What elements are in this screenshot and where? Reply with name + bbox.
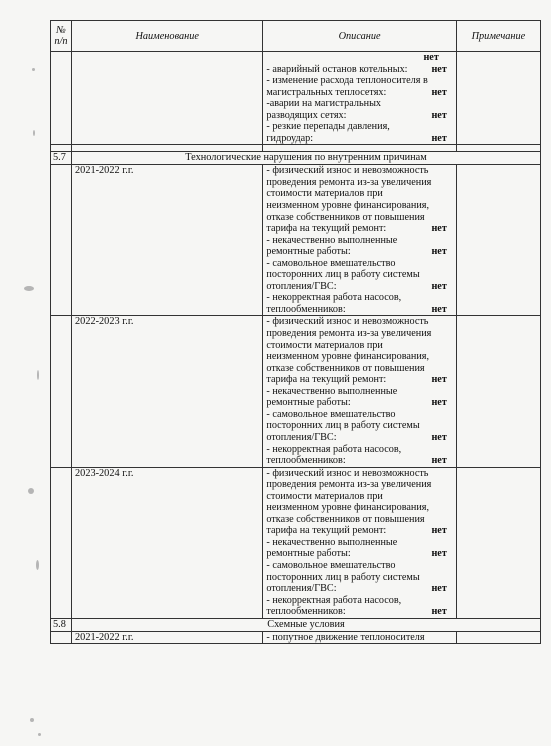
description-line xyxy=(266,583,452,595)
description-text: теплообменников: xyxy=(266,606,346,618)
description-line: стоимости материалов при xyxy=(266,339,383,351)
header-number: № п/п xyxy=(51,21,72,52)
description-line: неизменном уровне финансирования, xyxy=(266,502,430,514)
description-text: ремонтные работы: xyxy=(266,397,351,409)
description-text: отопления/ГВС: xyxy=(266,280,337,292)
data-table xyxy=(50,20,541,644)
table-row-year xyxy=(51,165,541,316)
scan-mark xyxy=(32,68,35,71)
description-text: ремонтные работы: xyxy=(266,246,351,258)
table-row-year xyxy=(51,316,541,467)
header-name: Наименование xyxy=(72,21,263,52)
section-title: Схемные условия xyxy=(72,618,541,631)
description-line: отказе собственников от повышения xyxy=(266,211,425,223)
description-line: отказе собственников от повышения xyxy=(266,362,425,374)
description-line xyxy=(266,87,452,99)
description-line xyxy=(266,304,452,316)
description-line: посторонних лиц в работу системы xyxy=(266,571,420,583)
description-line: - физический износ и невозможность xyxy=(266,467,429,479)
description-line xyxy=(266,432,452,444)
section-number: 5.8 xyxy=(51,618,72,631)
description-text: - аварийный останов котельных: xyxy=(266,63,408,75)
description-line: отказе собственников от повышения xyxy=(266,513,425,525)
description-line: - некачественно выполненные xyxy=(266,234,398,246)
year-description xyxy=(263,467,456,618)
description-line: посторонних лиц в работу системы xyxy=(266,420,420,432)
description-line: - некорректная работа насосов, xyxy=(266,292,402,304)
scan-mark xyxy=(37,370,39,380)
description-text: теплообменников: xyxy=(266,455,346,467)
description-line: проведения ремонта из-за увеличения xyxy=(266,176,432,188)
description-line: стоимости материалов при xyxy=(266,490,383,502)
description-text: отопления/ГВС: xyxy=(266,431,337,443)
description-value: нет xyxy=(431,303,447,315)
description-text: тарифа на текущий ремонт: xyxy=(266,223,387,235)
description-line xyxy=(266,548,452,560)
description-value: нет xyxy=(431,455,447,467)
table-row-spacer xyxy=(51,145,541,152)
description-value: нет xyxy=(431,63,447,75)
scan-mark xyxy=(30,718,34,722)
scan-mark xyxy=(38,733,41,736)
continued-description xyxy=(263,52,456,145)
continued-lines xyxy=(266,64,452,145)
header-note: Примечание xyxy=(456,21,540,52)
description-line: проведения ремонта из-за увеличения xyxy=(266,328,432,340)
description-value: нет xyxy=(431,397,447,409)
description-line: проведения ремонта из-за увеличения xyxy=(266,479,432,491)
description-line xyxy=(266,110,452,122)
description-line: - некачественно выполненные xyxy=(266,385,398,397)
description-line: -аварии на магистральных xyxy=(266,98,382,110)
description-line: - попутное движение теплоносителя xyxy=(266,631,425,643)
description-text: тарифа на текущий ремонт: xyxy=(266,374,387,386)
description-line: - некачественно выполненные xyxy=(266,536,398,548)
description-value: нет xyxy=(431,583,447,595)
description-value: нет xyxy=(431,606,447,618)
year-label: 2022-2023 г.г. xyxy=(72,316,263,467)
description-value: нет xyxy=(431,548,447,560)
description-value: нет xyxy=(431,246,447,258)
description-line: - некорректная работа насосов, xyxy=(266,443,402,455)
description-line: - некорректная работа насосов, xyxy=(266,594,402,606)
scan-mark xyxy=(24,286,34,291)
scan-mark xyxy=(33,130,35,136)
section-number: 5.7 xyxy=(51,152,72,165)
description-line: посторонних лиц в работу системы xyxy=(266,269,420,281)
description-line xyxy=(266,525,452,537)
scan-mark xyxy=(28,488,34,494)
description-line xyxy=(266,246,452,258)
description-line xyxy=(266,223,452,235)
description-text: гидроудар: xyxy=(266,132,314,144)
description-line xyxy=(266,281,452,293)
description-line: стоимости материалов при xyxy=(266,188,383,200)
description-value: нет xyxy=(431,109,447,121)
description-line: - физический износ и невозможность xyxy=(266,316,429,328)
description-value: нет xyxy=(431,525,447,537)
year-label: 2021-2022 г.г. xyxy=(72,631,263,644)
section-row-5-7 xyxy=(51,152,541,165)
section-row-5-8 xyxy=(51,618,541,631)
description-line xyxy=(266,133,452,145)
year-description xyxy=(263,316,456,467)
section-title: Технологические нарушения по внутренним причинам xyxy=(72,152,541,165)
description-text: ремонтные работы: xyxy=(266,548,351,560)
header-description: Описание xyxy=(263,21,456,52)
description-text: теплообменников: xyxy=(266,303,346,315)
description-value: нет xyxy=(431,223,447,235)
description-text: отопления/ГВС: xyxy=(266,583,337,595)
description-value: нет xyxy=(431,431,447,443)
year-description xyxy=(263,631,456,644)
description-line: - резкие перепады давления, xyxy=(266,121,390,133)
description-line xyxy=(266,397,452,409)
description-line xyxy=(266,374,452,386)
year-label: 2021-2022 г.г. xyxy=(72,165,263,316)
description-line: - самовольное вмешательство xyxy=(266,559,396,571)
description-line xyxy=(266,606,452,618)
description-text: магистральных теплосетях: xyxy=(266,86,387,98)
description-line xyxy=(266,64,452,76)
table-row-year xyxy=(51,467,541,618)
description-line xyxy=(266,455,452,467)
continued-top-value: нет xyxy=(423,52,439,63)
description-value: нет xyxy=(431,374,447,386)
table-row-continued xyxy=(51,52,541,145)
year-label: 2023-2024 г.г. xyxy=(72,467,263,618)
description-line: - изменение расхода теплоносителя в xyxy=(266,75,428,87)
description-text: тарифа на текущий ремонт: xyxy=(266,525,387,537)
description-value: нет xyxy=(431,86,447,98)
description-line: - самовольное вмешательство xyxy=(266,257,396,269)
description-text: разводящих сетях: xyxy=(266,109,347,121)
description-line: - самовольное вмешательство xyxy=(266,408,396,420)
description-value: нет xyxy=(431,280,447,292)
description-line: неизменном уровне финансирования, xyxy=(266,200,430,212)
table-row-year xyxy=(51,631,541,644)
table-header-row xyxy=(51,21,541,52)
description-value: нет xyxy=(431,132,447,144)
description-line: неизменном уровне финансирования, xyxy=(266,351,430,363)
year-description xyxy=(263,165,456,316)
scan-mark xyxy=(36,560,39,570)
description-line: - физический износ и невозможность xyxy=(266,165,429,177)
